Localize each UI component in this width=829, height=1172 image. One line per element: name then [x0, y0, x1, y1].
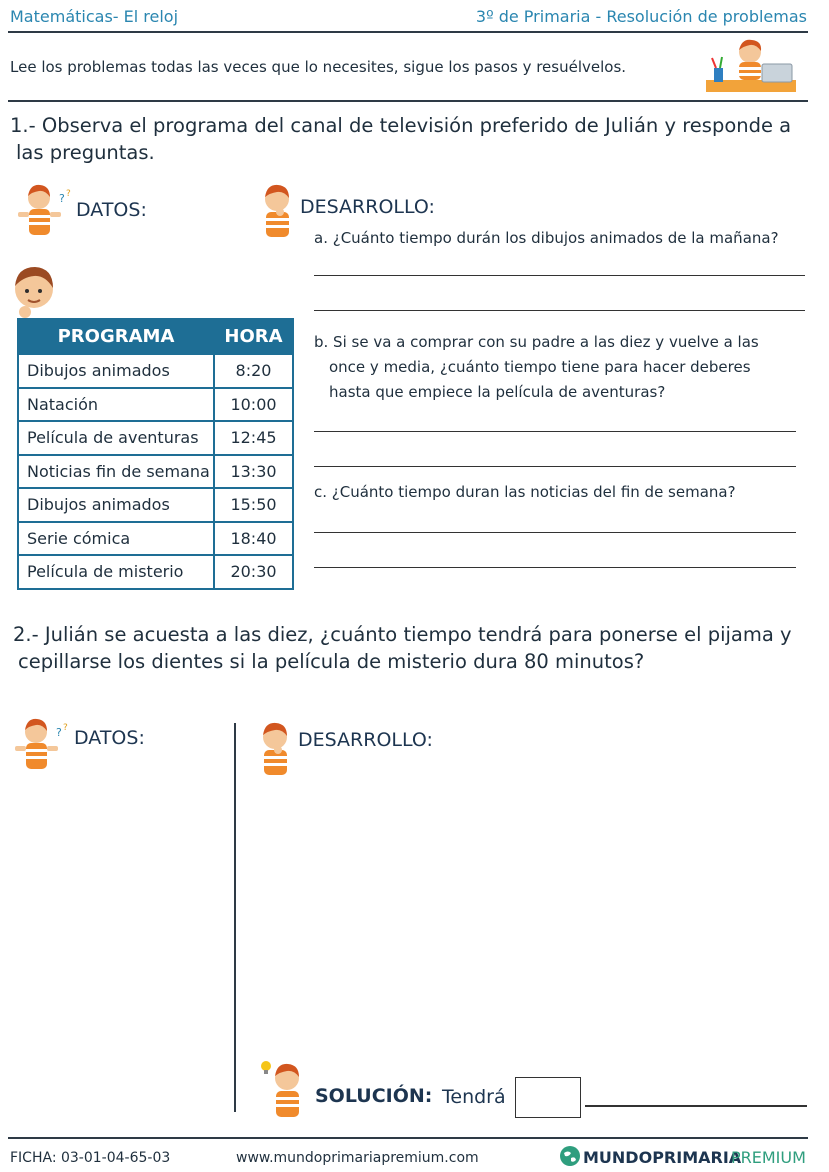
brand-premium: PREMIUM [731, 1148, 806, 1167]
answer-line-c1[interactable] [314, 532, 796, 533]
question-b-line2: once y media, ¿cuánto tiempo tiene para hacer deberes [329, 358, 751, 376]
header-grade: 3º de Primaria - Resolución de problemas [475, 7, 807, 26]
time-cell: 10:00 [214, 388, 293, 422]
time-cell: 8:20 [214, 354, 293, 388]
answer-line-c2[interactable] [314, 567, 796, 568]
problem1-datos-label: DATOS: [76, 199, 147, 221]
table-row [18, 455, 293, 489]
problem2-desarrollo-label: DESARROLLO: [298, 729, 433, 751]
footer-ficha: FICHA: 03-01-04-65-03 [10, 1150, 171, 1166]
answer-line-b1[interactable] [314, 431, 796, 432]
problem2-datos-label: DATOS: [74, 727, 145, 749]
question-a: a. ¿Cuánto tiempo durán los dibujos animados de la mañana? [314, 229, 779, 247]
time-cell: 20:30 [214, 555, 293, 589]
question-b-line3: hasta que empiece la película de aventuras? [329, 383, 666, 401]
answer-line-b2[interactable] [314, 466, 796, 467]
table-row [18, 388, 293, 422]
intro-text: Lee los problemas todas las veces que lo necesites, sigue los pasos y resuélvelos. [10, 58, 627, 76]
footer-website[interactable]: www.mundoprimariapremium.com [236, 1150, 479, 1166]
table-row [18, 488, 293, 522]
boy-face-icon [7, 262, 59, 324]
program-cell: Película de aventuras [18, 421, 214, 455]
table-row [18, 555, 293, 589]
thinking-kid-icon [17, 182, 75, 240]
table-header-program: PROGRAMA [18, 319, 214, 354]
pondering-kid-icon [258, 182, 298, 240]
header-subject: Matemáticas- El reloj [10, 7, 179, 26]
program-cell: Película de misterio [18, 555, 214, 589]
brand-main: MUNDOPRIMARIA [583, 1148, 742, 1167]
solucion-label: SOLUCIÓN: [315, 1085, 433, 1107]
table-row [18, 421, 293, 455]
problem1-title-line1: 1.- Observa el programa del canal de televisión preferido de Julián y responde a [10, 114, 792, 137]
kid-at-desk-illustration [706, 38, 796, 100]
answer-line-a2[interactable] [314, 310, 805, 311]
program-cell: Dibujos animados [18, 488, 214, 522]
svg-text:?: ? [56, 726, 62, 739]
problem2-title-line2: cepillarse los dientes si la película de misterio dura 80 minutos? [18, 650, 645, 673]
footer-divider [8, 1137, 808, 1139]
problem1-title-line2: las preguntas. [16, 141, 155, 164]
svg-text:?: ? [66, 189, 71, 199]
solucion-text: Tendrá [442, 1086, 506, 1108]
time-cell: 18:40 [214, 522, 293, 556]
svg-text:?: ? [63, 723, 68, 733]
svg-text:?: ? [59, 192, 65, 205]
program-cell: Natación [18, 388, 214, 422]
idea-kid-icon [258, 1058, 310, 1120]
pondering-kid-icon [256, 720, 296, 778]
time-cell: 13:30 [214, 455, 293, 489]
table-header-time: HORA [214, 319, 293, 354]
program-cell: Serie cómica [18, 522, 214, 556]
solution-answer-line[interactable] [585, 1105, 807, 1107]
program-cell: Noticias fin de semana [18, 455, 214, 489]
intro-divider [8, 100, 808, 102]
vertical-divider [234, 723, 236, 1112]
table-row [18, 354, 293, 388]
time-cell: 15:50 [214, 488, 293, 522]
tv-schedule-table [17, 318, 294, 590]
header-divider [8, 31, 808, 33]
problem2-title-line1: 2.- Julián se acuesta a las diez, ¿cuánto tiempo tendrá para ponerse el pijama y [13, 623, 792, 646]
problem1-desarrollo-label: DESARROLLO: [300, 196, 435, 218]
program-cell: Dibujos animados [18, 354, 214, 388]
time-cell: 12:45 [214, 421, 293, 455]
answer-line-a1[interactable] [314, 275, 805, 276]
question-b-line1: b. Si se va a comprar con su padre a las diez y vuelve a las [314, 333, 759, 351]
thinking-kid-icon [14, 716, 72, 774]
table-row [18, 522, 293, 556]
globe-logo-icon [559, 1145, 581, 1167]
solution-answer-box[interactable] [515, 1077, 581, 1118]
question-c: c. ¿Cuánto tiempo duran las noticias del fin de semana? [314, 483, 736, 501]
